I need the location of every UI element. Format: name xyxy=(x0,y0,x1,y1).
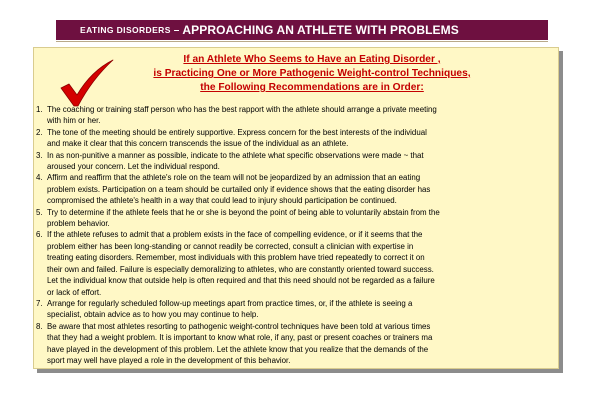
title-bar xyxy=(56,20,548,40)
item-text-line: their own and failed. Failure is especially demoralizing to athletes, who are constantly oriented toward success. xyxy=(47,264,434,274)
headline-line-2: is Practicing One or More Pathogenic Weight-control Techniques, xyxy=(153,68,471,79)
item-text-line: that they had a weight problem. It is important to know what role, if any, past or present coaches or trainers ma xyxy=(47,333,433,343)
title-prefix: EATING DISORDERS xyxy=(80,25,171,35)
headline-line-3: the Following Recommendations are in Order: xyxy=(200,82,424,93)
item-text-line: Try to determine if the athlete feels that he or she is beyond the point of being able to voluntarily abstain from the xyxy=(47,207,440,217)
item-number: 5. xyxy=(36,207,43,217)
item-text-line: Affirm and reaffirm that the athlete's role on the team will not be jeopardized by an admission that an eating xyxy=(47,173,421,183)
item-text-line: Let the individual know that outside help is often required and that this need should not be regarded as a failure xyxy=(47,276,435,286)
item-text-line: Arrange for regularly scheduled follow-up meetings apart from practice times, or, if the athlete is seeing a xyxy=(47,298,413,308)
content-panel xyxy=(33,47,559,369)
item-number: 2. xyxy=(36,127,43,137)
headline-line-1: If an Athlete Who Seems to Have an Eating Disorder , xyxy=(183,54,441,65)
list-item xyxy=(34,207,552,230)
list-item xyxy=(34,104,552,127)
item-text-line: or lack of effort. xyxy=(47,287,102,297)
item-text-line: Be aware that most athletes resorting to pathogenic weight-control techniques have been told at various times xyxy=(47,321,431,331)
list-item xyxy=(34,172,552,206)
list-item xyxy=(34,321,552,367)
item-number: 1. xyxy=(36,105,43,114)
title-separator: – xyxy=(173,24,180,36)
title-underline xyxy=(56,41,548,42)
item-number: 3. xyxy=(36,150,43,160)
list-item xyxy=(34,298,552,321)
item-text-line: compromised the athlete's health in a way that could lead to injury should participation be continued. xyxy=(47,196,397,206)
item-text-line: problem either has been long-standing or cannot readily be corrected, consult a clinician with expertise in xyxy=(47,241,414,251)
page-title: APPROACHING AN ATHLETE WITH PROBLEMS xyxy=(182,23,459,37)
item-text-line: sport may well have played a role in the development of this behavior. xyxy=(47,355,291,365)
item-text-line: and make it clear that this concern transcends the issue of the individual as an athlete. xyxy=(47,139,349,149)
item-text-line: problem exists. Participation on a team should be curtailed only if evidence shows that the eating disorder has xyxy=(47,184,431,194)
headline xyxy=(92,53,532,95)
recommendation-list xyxy=(34,104,552,366)
item-text-line: aroused your concern. Let the individual respond. xyxy=(47,162,220,172)
item-text-line: The tone of the meeting should be entirely supportive. Express concern for the best interests of the individual xyxy=(47,127,427,137)
item-number: 7. xyxy=(36,298,43,308)
item-text-line: have played in the development of this problem. Let the athlete know that you realize that the demands of the xyxy=(47,344,429,354)
list-item xyxy=(34,229,552,297)
item-text-line: problem behavior. xyxy=(47,219,110,229)
item-number: 6. xyxy=(36,230,43,240)
item-text-line: specialist, obtain advice as to how you may continue to help. xyxy=(47,310,259,320)
item-text-line: In as non-punitive a manner as possible, indicate to the athlete what specific observations were made ~ that xyxy=(47,150,424,160)
item-text-line: with him or her. xyxy=(47,116,101,126)
item-text-line: The coaching or training staff person who has the best rapport with the athlete should arrange a private meeting xyxy=(47,105,437,114)
list-item xyxy=(34,127,552,150)
item-text-line: treating eating disorders. Remember, most individuals with this problem have tried repeatedly to correct it on xyxy=(47,253,425,263)
item-number: 8. xyxy=(36,321,43,331)
item-number: 4. xyxy=(36,173,43,183)
list-item xyxy=(34,150,552,173)
item-text-line: If the athlete refuses to admit that a problem exists in the face of compelling evidence, or if it seems that the xyxy=(47,230,423,240)
